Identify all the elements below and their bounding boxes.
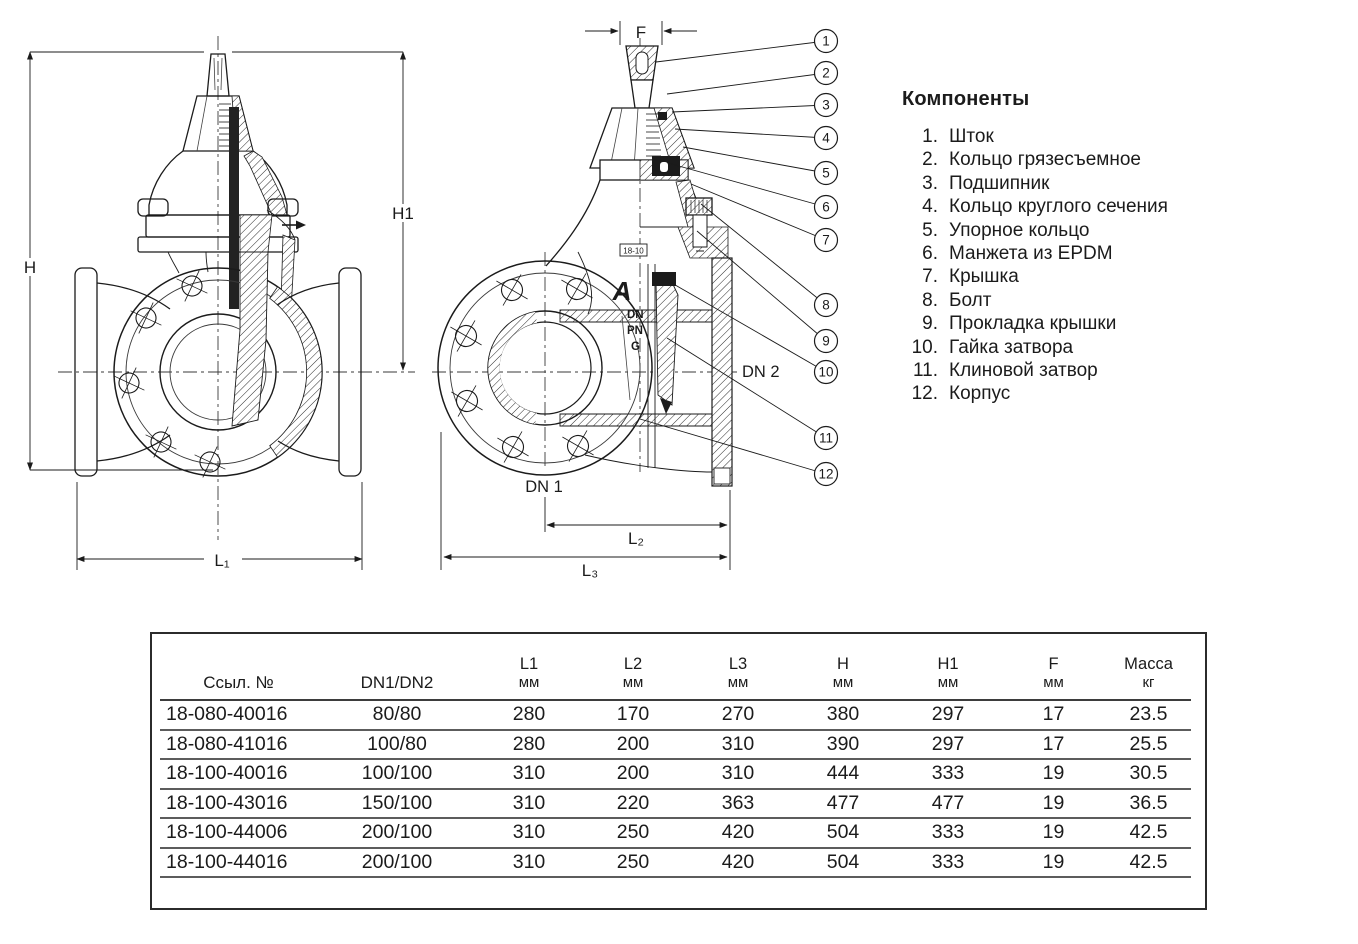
cell-f: 17 (1001, 700, 1106, 730)
component-label: Крышка (949, 266, 1019, 288)
components-list (902, 125, 1242, 406)
component-item (902, 382, 1242, 405)
callout-2: 2 (822, 65, 830, 81)
cell-ref: 18-100-40016 (160, 759, 317, 789)
cell-h1: 333 (895, 759, 1001, 789)
component-item (902, 336, 1242, 359)
component-number: 6. (922, 243, 938, 265)
component-item (902, 195, 1242, 218)
component-label: Прокладка крышки (949, 313, 1117, 335)
component-number: 4. (922, 196, 938, 218)
component-item (902, 312, 1242, 335)
cell-ref: 18-100-44016 (160, 848, 317, 878)
cell-h: 444 (791, 759, 895, 789)
dim-dn2-label: DN 2 (742, 363, 780, 381)
cell-ref: 18-080-40016 (160, 700, 317, 730)
component-item (902, 289, 1242, 312)
component-item (902, 125, 1242, 148)
col-header-l1: L1 мм (477, 634, 581, 700)
cell-l3: 363 (685, 789, 791, 819)
callout-1: 1 (822, 33, 830, 49)
cell-l3: 420 (685, 848, 791, 878)
cell-l3: 270 (685, 700, 791, 730)
cell-mass: 25.5 (1106, 730, 1191, 760)
component-item (902, 172, 1242, 195)
cell-h: 380 (791, 700, 895, 730)
cell-l2: 200 (581, 730, 685, 760)
callout-9: 9 (822, 333, 830, 349)
body-model-label: 18-10 (623, 246, 644, 256)
spec-table (160, 634, 1191, 878)
components-title: Компоненты (902, 88, 1030, 110)
body-pn-label: PN (627, 325, 643, 337)
col-header-ref: Ссыл. № (160, 634, 317, 700)
spec-table-container (150, 632, 1207, 910)
cell-l2: 200 (581, 759, 685, 789)
dim-f-label: F (635, 23, 647, 42)
component-label: Клиновой затвор (949, 360, 1098, 382)
cell-dn: 150/100 (317, 789, 477, 819)
spec-table-header-row (160, 634, 1191, 700)
cell-l3: 420 (685, 818, 791, 848)
components-legend (902, 88, 1242, 406)
component-item (902, 359, 1242, 382)
cell-mass: 23.5 (1106, 700, 1191, 730)
cell-ref: 18-080-41016 (160, 730, 317, 760)
component-label: Болт (949, 289, 992, 311)
cell-l2: 250 (581, 848, 685, 878)
component-item (902, 148, 1242, 171)
cell-h: 504 (791, 848, 895, 878)
cell-h1: 297 (895, 730, 1001, 760)
cell-dn: 80/80 (317, 700, 477, 730)
component-item (902, 265, 1242, 288)
bonnet-flange (138, 199, 168, 216)
cell-dn: 200/100 (317, 818, 477, 848)
cell-mass: 42.5 (1106, 818, 1191, 848)
callout-5: 5 (822, 165, 830, 181)
cell-l1: 310 (477, 759, 581, 789)
component-number: 11. (912, 360, 938, 382)
callout-3: 3 (822, 97, 830, 113)
cell-dn: 100/80 (317, 730, 477, 760)
component-label: Кольцо грязесъемное (949, 149, 1141, 171)
callout-11: 11 (818, 430, 834, 446)
component-number: 2. (922, 149, 938, 171)
component-item (902, 219, 1242, 242)
table-row (160, 700, 1191, 730)
component-number: 7. (922, 266, 938, 288)
front-view (58, 36, 415, 540)
component-label: Кольцо круглого сечения (949, 196, 1168, 218)
dim-h1-label: H1 (392, 204, 414, 223)
component-label: Упорное кольцо (949, 219, 1090, 241)
brand-logo: A (612, 276, 632, 306)
component-number: 9. (922, 313, 938, 335)
component-label: Шток (949, 126, 994, 147)
callout-12: 12 (818, 466, 834, 482)
cell-h1: 333 (895, 818, 1001, 848)
table-row (160, 848, 1191, 878)
component-number: 12. (911, 383, 938, 405)
cell-l2: 250 (581, 818, 685, 848)
cell-l1: 280 (477, 700, 581, 730)
component-number: 5. (922, 219, 938, 241)
component-number: 3. (922, 172, 938, 194)
cell-h: 477 (791, 789, 895, 819)
cell-l3: 310 (685, 730, 791, 760)
cell-mass: 36.5 (1106, 789, 1191, 819)
col-header-h: H мм (791, 634, 895, 700)
cell-f: 19 (1001, 848, 1106, 878)
callout-10: 10 (818, 364, 834, 380)
cell-l1: 310 (477, 818, 581, 848)
dim-dn1-label: DN 1 (525, 478, 563, 496)
body-g-label: G (631, 341, 640, 353)
cell-h1: 297 (895, 700, 1001, 730)
component-label: Гайка затвора (949, 336, 1074, 358)
cell-h: 504 (791, 818, 895, 848)
dim-l3-label: L₃ (581, 561, 599, 580)
cell-h: 390 (791, 730, 895, 760)
cell-l1: 310 (477, 848, 581, 878)
body-dn-label: DN (627, 309, 644, 321)
dim-l2-label: L₂ (627, 529, 645, 548)
cell-l1: 280 (477, 730, 581, 760)
cell-mass: 30.5 (1106, 759, 1191, 789)
col-header-l2: L2 мм (581, 634, 685, 700)
cell-f: 19 (1001, 818, 1106, 848)
cell-l2: 170 (581, 700, 685, 730)
dn2-flange (712, 258, 732, 486)
col-header-dn: DN1/DN2 (317, 634, 477, 700)
table-row (160, 759, 1191, 789)
cell-mass: 42.5 (1106, 848, 1191, 878)
cell-f: 19 (1001, 789, 1106, 819)
table-row (160, 818, 1191, 848)
cell-l3: 310 (685, 759, 791, 789)
component-number: 8. (922, 289, 938, 311)
component-number: 10. (911, 336, 938, 358)
cell-f: 17 (1001, 730, 1106, 760)
component-label: Подшипник (949, 172, 1050, 194)
callout-4: 4 (822, 130, 830, 146)
cell-f: 19 (1001, 759, 1106, 789)
component-number: 1. (922, 126, 938, 147)
cell-h1: 333 (895, 848, 1001, 878)
callout-6: 6 (822, 199, 830, 215)
wedge-gate (656, 278, 678, 405)
cell-l2: 220 (581, 789, 685, 819)
component-label: Манжета из EPDM (949, 243, 1113, 265)
col-header-l3: L3 мм (685, 634, 791, 700)
dim-h-label: H (23, 258, 37, 277)
bolt-holes-front (106, 263, 232, 484)
callout-8: 8 (822, 297, 830, 313)
col-header-mass: Масса кг (1106, 634, 1191, 700)
component-label: Корпус (949, 383, 1011, 405)
col-header-h1: H1 мм (895, 634, 1001, 700)
cell-l1: 310 (477, 789, 581, 819)
valve-drawing (0, 0, 900, 600)
component-item (902, 242, 1242, 265)
front-view-dimensions (24, 52, 414, 570)
col-header-f: F мм (1001, 634, 1106, 700)
table-row (160, 730, 1191, 760)
spec-table-body (160, 700, 1191, 877)
table-row (160, 789, 1191, 819)
cell-ref: 18-100-43016 (160, 789, 317, 819)
cell-dn: 200/100 (317, 848, 477, 878)
cell-dn: 100/100 (317, 759, 477, 789)
callout-7: 7 (822, 232, 830, 248)
cell-ref: 18-100-44006 (160, 818, 317, 848)
cell-h1: 477 (895, 789, 1001, 819)
dim-l1-label: L₁ (214, 551, 230, 570)
